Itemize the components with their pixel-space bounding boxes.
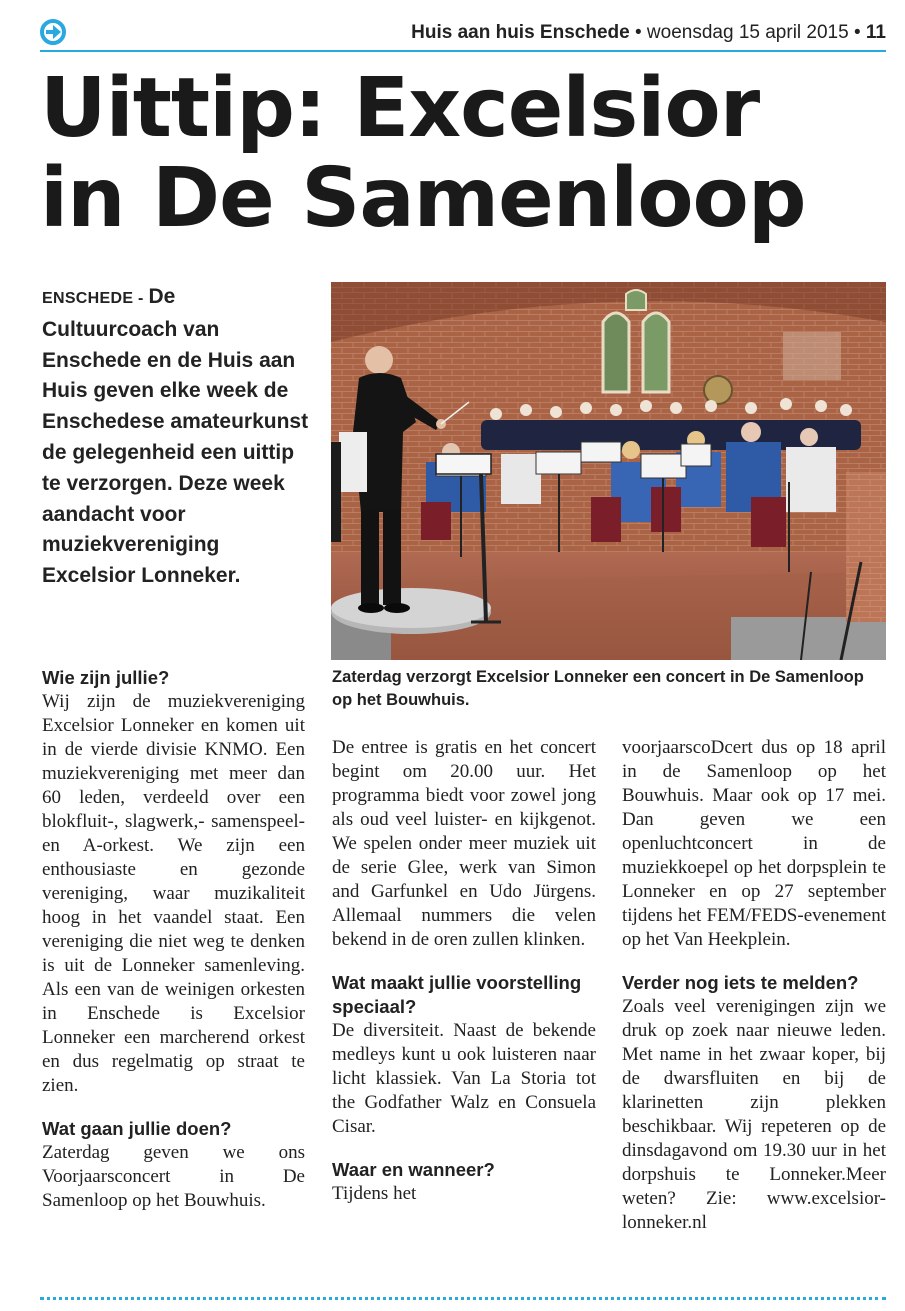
header-separator: • bbox=[848, 22, 866, 43]
section-heading-where: Waar en wanneer? bbox=[332, 1159, 495, 1180]
publication-name: Huis aan huis Enschede bbox=[411, 22, 630, 43]
headline bbox=[40, 61, 890, 246]
article-column-3 bbox=[622, 736, 886, 1235]
article-column-2 bbox=[332, 736, 596, 1206]
section-text-where: Tijdens het bbox=[332, 1183, 417, 1204]
headline-line-2: in De Samenloop bbox=[40, 151, 806, 246]
arrow-right-circle-icon bbox=[40, 19, 66, 45]
section-text-where-continued: voorjaarscoDcert dus op 18 april in de Samenloop op het Bouwhuis. Maar ook op 17 mei. Dan geven we een openluchtconcert in de muziekkoepel op het dorpsplein te Lonneker en op 27 september tijdens het FEM/FEDS-evenement op het Van Heekplein. bbox=[622, 737, 886, 950]
section-text-who: Wij zijn de muziekvereniging Excelsior Lonneker en komen uit in de vierde divisie KNMO. Een muziekvereniging met meer dan 60 leden, verdeeld over een blokfluit-, slagwerk,- samenspeel- en A-orkest. We zijn een enthousiaste en gezonde vereniging, waar muzikaliteit hoog in het vaandel staat. Een vereniging die niet weg te denken is uit de Lonneker samenleving. Als een van de weinigen orkesten in Enschede is Excelsior Lonneker een marcherend orkest en dus regelmatig op straat te zien. bbox=[42, 691, 305, 1096]
header-separator: • bbox=[629, 22, 647, 43]
headline-line-1: Uittip: Excelsior bbox=[40, 61, 760, 156]
section-text-special: De diversiteit. Naast de bekende medleys kunt u ook luisteren naar licht klassiek. Van La Storia tot the Godfather Walz en Consuela Cisar. bbox=[332, 1020, 596, 1137]
publication-date: woensdag 15 april 2015 bbox=[646, 22, 849, 43]
page-number: 11 bbox=[865, 22, 886, 43]
section-heading-special: Wat maakt jullie voorstelling speciaal? bbox=[332, 972, 582, 1017]
header-rule bbox=[40, 50, 886, 52]
concert-photo bbox=[331, 282, 886, 660]
section-heading-more: Verder nog iets te melden? bbox=[622, 972, 859, 993]
section-heading-who: Wie zijn jullie? bbox=[42, 667, 170, 688]
page-header bbox=[411, 22, 886, 44]
article-column-1 bbox=[42, 666, 305, 1213]
dateline: ENSCHEDE - bbox=[42, 290, 149, 307]
photo-caption: Zaterdag verzorgt Excelsior Lonneker een concert in De Samenloop op het Bouwhuis. bbox=[332, 668, 864, 709]
section-text-what: Zaterdag geven we ons Voorjaarsconcert in De Samenloop op het Bouwhuis. bbox=[42, 1142, 305, 1211]
lead-text: De Cultuurcoach van Enschede en de Huis aan Huis geven elke week de Enschedese amateurkunst de gelegenheid een uittip te verzorgen. Deze week aandacht voor muziekvereniging Excelsior Lonneker. bbox=[42, 285, 309, 588]
footer-rule bbox=[40, 1297, 886, 1300]
section-text-program: De entree is gratis en het concert begint om 20.00 uur. Het programma biedt voor zowel jong als oud veel luister- en kijkgenot. We spelen onder meer muziek uit de serie Glee, werk van Simon and Garfunkel en Udo Jürgens. Allemaal nummers die velen bekend in de oren zullen klinken. bbox=[332, 737, 596, 950]
section-heading-what: Wat gaan jullie doen? bbox=[42, 1118, 232, 1139]
lead-paragraph bbox=[42, 282, 312, 592]
section-text-more: Zoals veel verenigingen zijn we druk op zoek naar nieuwe leden. Met name in het zwaar koper, bij de dwarsfluiten en bij de klarinetten zijn plekken beschikbaar. Wij repeteren op de dinsdagavond om 19.30 uur in het dorpshuis te Lonneker.Meer weten? Zie: www.excelsior-lonneker.nl bbox=[622, 996, 886, 1233]
